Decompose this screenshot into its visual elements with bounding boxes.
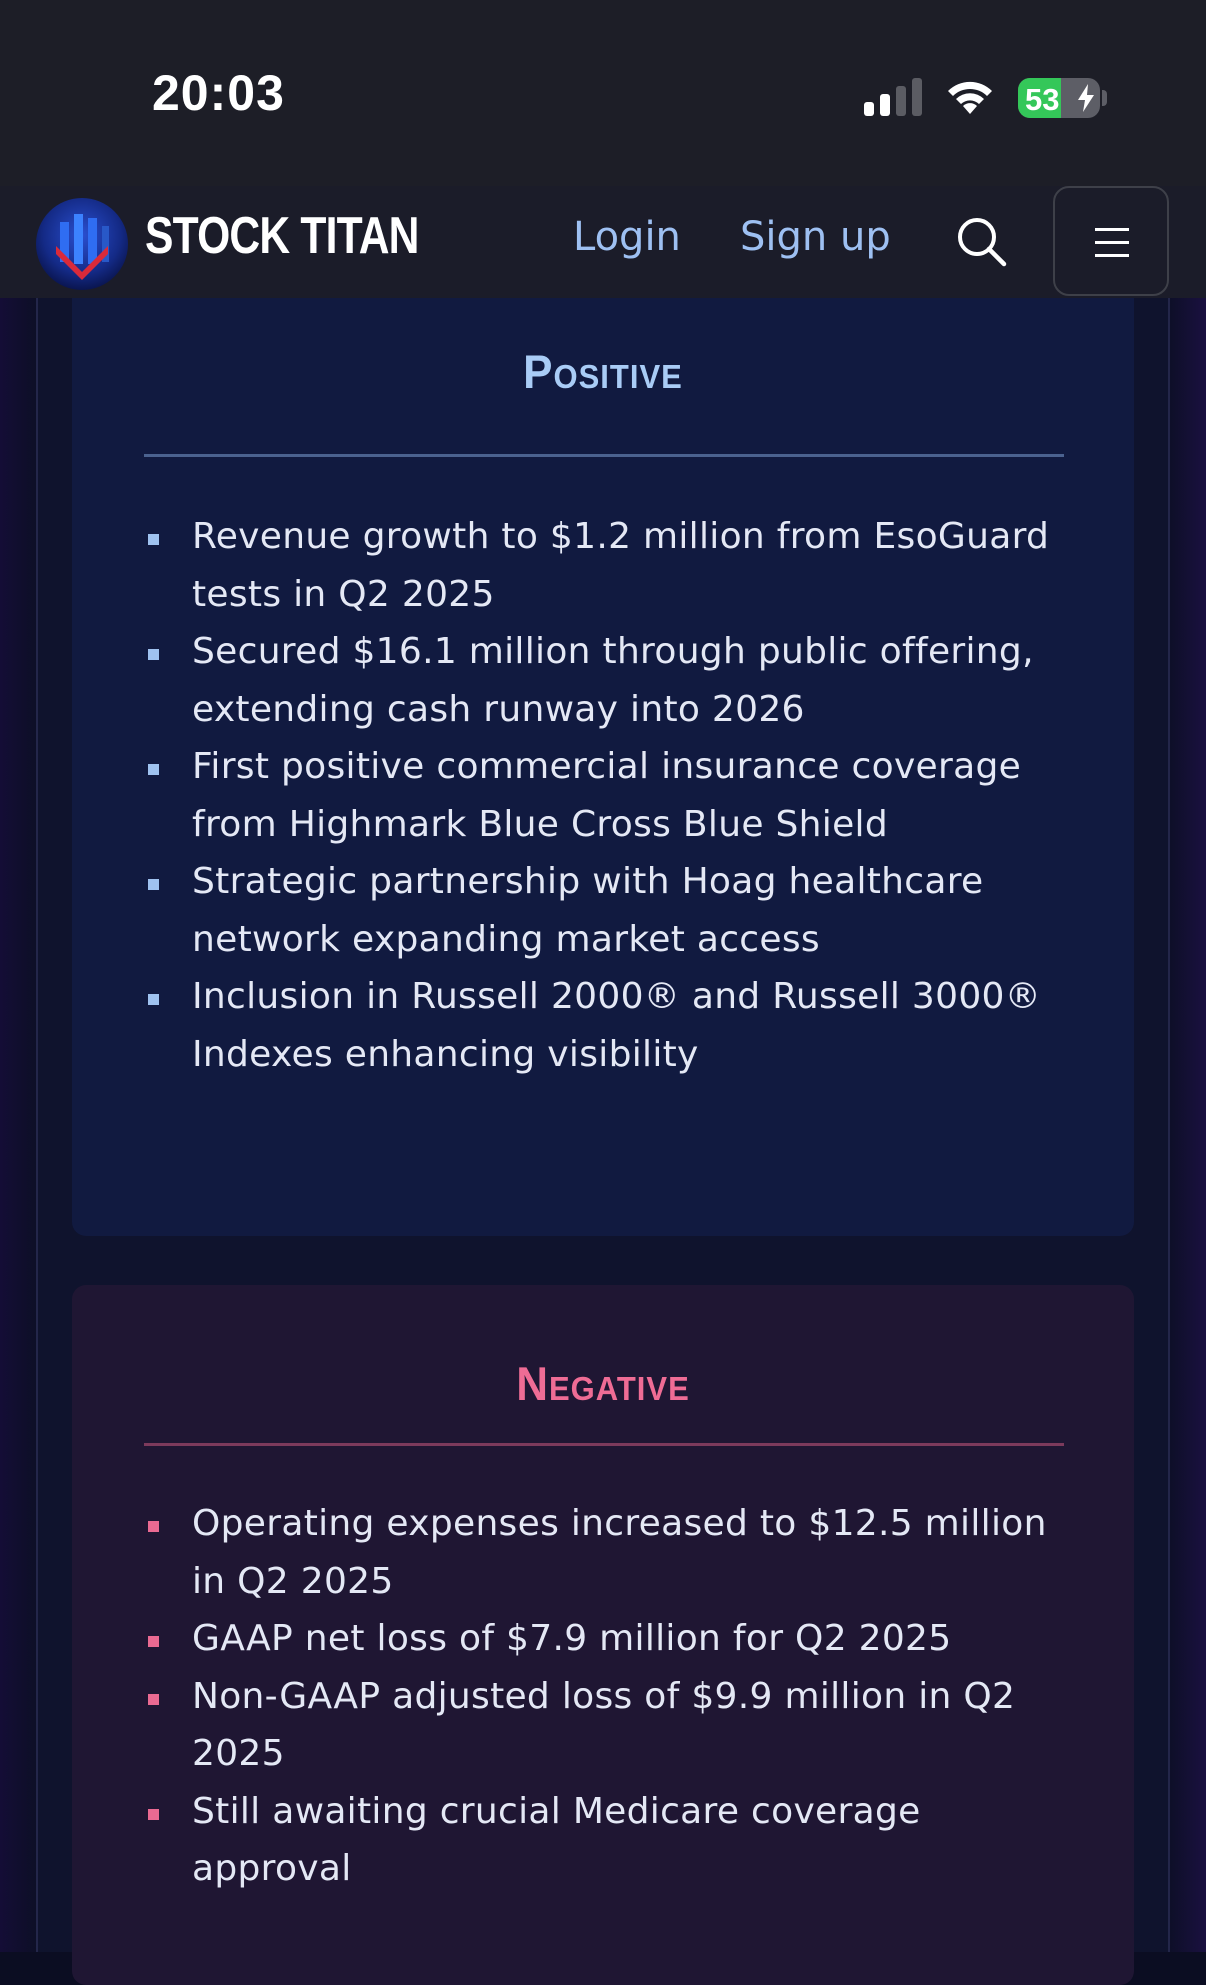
divider xyxy=(144,1443,1064,1446)
status-bar xyxy=(0,0,1206,186)
list-item xyxy=(72,623,1134,738)
positive-title: Positive xyxy=(523,346,683,399)
negative-card xyxy=(72,1285,1134,1985)
logo-icon[interactable] xyxy=(34,196,130,292)
status-time: 20:03 xyxy=(152,65,285,121)
list-item xyxy=(72,738,1134,853)
divider xyxy=(144,454,1064,457)
hamburger-menu-icon xyxy=(1095,228,1129,231)
signup-link[interactable]: Sign up xyxy=(740,214,891,260)
list-item xyxy=(72,1495,1134,1610)
site-header xyxy=(0,186,1206,298)
bullet-square-icon xyxy=(148,879,159,890)
list-item-text: First positive commercial insurance coverage from Highmark Blue Cross Blue Shield xyxy=(192,746,1022,845)
bullet-square-icon xyxy=(148,994,159,1005)
list-item xyxy=(72,1668,1134,1783)
bullet-square-icon xyxy=(148,1636,159,1647)
login-link[interactable]: Login xyxy=(573,214,681,260)
battery-charging-icon xyxy=(1018,78,1100,118)
bullet-square-icon xyxy=(148,534,159,545)
list-item-text: Non-GAAP adjusted loss of $9.9 million in Q2 2025 xyxy=(192,1675,1016,1774)
hamburger-bar xyxy=(1095,241,1129,244)
list-item-text: Revenue growth to $1.2 million from EsoGuard tests in Q2 2025 xyxy=(192,516,1050,615)
bullet-square-icon xyxy=(148,1809,159,1820)
list-item-text: Secured $16.1 million through public offering, extending cash runway into 2026 xyxy=(192,631,1034,730)
bullet-square-icon xyxy=(148,649,159,660)
search-icon[interactable] xyxy=(954,214,1010,270)
list-item-text: Inclusion in Russell 2000® and Russell 3000® Indexes enhancing visibility xyxy=(192,976,1042,1075)
brand-name[interactable]: STOCK TITAN xyxy=(145,207,419,265)
positive-card xyxy=(72,268,1134,1236)
list-item xyxy=(72,968,1134,1083)
list-item-text: GAAP net loss of $7.9 million for Q2 2025 xyxy=(192,1618,952,1659)
hamburger-menu-button[interactable] xyxy=(1053,186,1169,296)
list-item-text: Operating expenses increased to $12.5 million in Q2 2025 xyxy=(192,1503,1047,1602)
battery-nub xyxy=(1102,90,1107,106)
list-item xyxy=(72,508,1134,623)
list-item-text: Still awaiting crucial Medicare coverage approval xyxy=(192,1790,921,1889)
bullet-square-icon xyxy=(148,1521,159,1532)
battery-percent: 53 xyxy=(1025,82,1060,117)
list-item-text: Strategic partnership with Hoag healthcare network expanding market access xyxy=(192,861,984,960)
hamburger-bar xyxy=(1095,254,1129,257)
list-item xyxy=(72,853,1134,968)
charging-bolt-icon xyxy=(1077,84,1095,112)
bullet-square-icon xyxy=(148,1694,159,1705)
cellular-signal-icon xyxy=(864,78,924,118)
negative-list xyxy=(72,1495,1134,1898)
list-item xyxy=(72,1610,1134,1668)
negative-title: Negative xyxy=(516,1358,690,1411)
bullet-square-icon xyxy=(148,764,159,775)
list-item xyxy=(72,1783,1134,1898)
wifi-icon xyxy=(944,76,996,116)
positive-list xyxy=(72,508,1134,1083)
